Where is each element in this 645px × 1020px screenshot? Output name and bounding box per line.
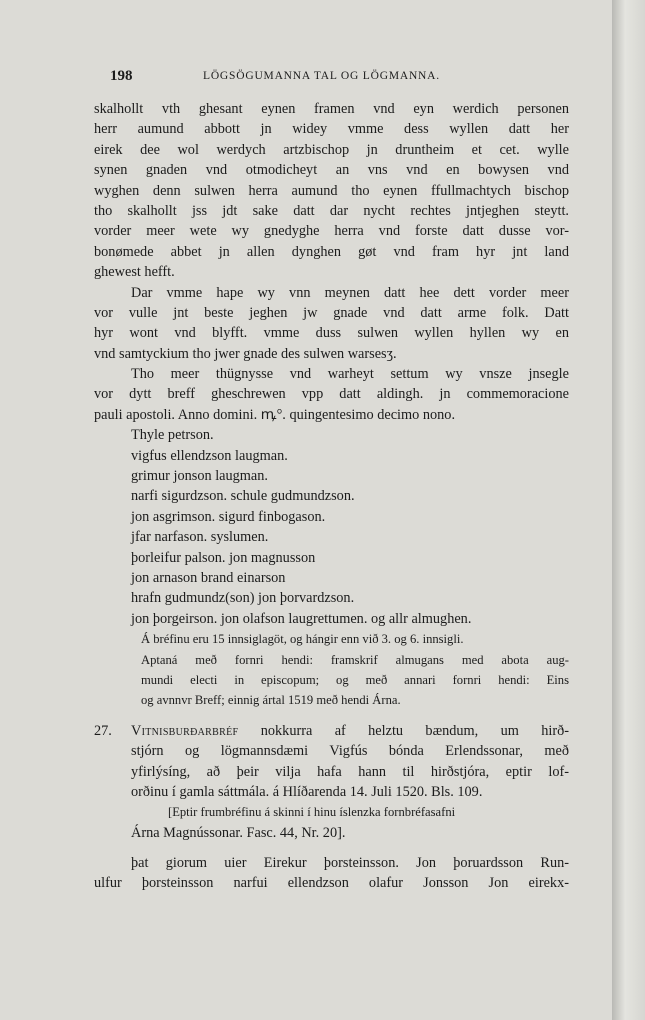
text-line: ghewest hefft. xyxy=(94,264,175,281)
signatory-line: vigfus ellendzson laugman. xyxy=(131,447,288,464)
signatory-line: jon þorgeirson. jon olafson laugrettumen. og allr almughen. xyxy=(131,610,472,627)
note-line: mundi electi in episcopum; og með annari fornri hendi: Eins xyxy=(141,672,569,687)
text-line: yfirlýsíng, að þeir vilja hafa hann til hirðstjóra, eptir lof- xyxy=(131,763,569,780)
text-line: Dar vmme hape wy vnn meynen datt hee dett vorder meer xyxy=(131,284,569,301)
note-line: og avnnvr Breff; einnig ártal 1519 með hendi Árna. xyxy=(141,693,401,708)
document-entry-27 xyxy=(94,721,569,843)
signatory-line: Thyle petrson. xyxy=(131,427,214,444)
closing-paragraph xyxy=(94,853,569,894)
signatory-line: hrafn gudmundz(son) jon þorvardzson. xyxy=(131,590,355,607)
signatory-line: jon asgrimson. sigurd finbogason. xyxy=(131,508,326,525)
editorial-note xyxy=(94,629,569,711)
text-line: herr aumund abbott jn widey vmme dess wyllen datt her xyxy=(94,121,569,138)
source-line: Árna Magnússonar. Fasc. 44, Nr. 20]. xyxy=(131,824,346,841)
text-line: pauli apostoli. Anno domini. ꝳ°. quingentesimo decimo nono. xyxy=(94,406,456,423)
signatory-line: narfi sigurdzson. schule gudmundzson. xyxy=(131,488,355,505)
page-number: 198 xyxy=(110,68,133,84)
signatory-line: jfar narfason. syslumen. xyxy=(131,529,269,546)
entry-number: 27. xyxy=(94,722,112,739)
signatory-line: jon arnason brand einarson xyxy=(131,569,286,586)
paragraph-2 xyxy=(94,283,569,365)
paragraph-3 xyxy=(94,364,569,425)
entry-heading-line xyxy=(131,721,569,741)
note-line: Á bréfinu eru 15 innsiglagöt, og hángir enn við 3. og 6. innsigli. xyxy=(141,632,464,647)
text-line: þat giorum uier Eirekur þorsteinsson. Jon þoruardsson Run- xyxy=(131,855,569,872)
entry-heading-text: nokkurra af helztu bændum, um hirð- xyxy=(260,722,569,739)
text-line: vnd samtyckium tho jwer gnade des sulwen warsesʒ. xyxy=(94,345,397,362)
text-line: bonømede abbet jn allen dynghen gøt vnd fram hyr jnt land xyxy=(94,243,569,260)
text-line: tho skalhollt jss jdt sake datt dar nycht rechtes jntjeghen steytt. xyxy=(94,202,569,219)
text-line: wyghen denn sulwen herra aumund tho eynen ffullmachtych bischop xyxy=(94,182,569,199)
entry-title: Vitnisburðarbréf xyxy=(131,722,239,739)
text-line: vor dytt breff gheschrewen vpp datt aldingh. jn commemoracione xyxy=(94,386,569,403)
note-line: Aptaná með fornri hendi: framskrif almugans med abota aug- xyxy=(141,652,569,667)
text-line: vor vulle jnt beste jeghen jw gnade vnd datt arme folk. Datt xyxy=(94,304,569,321)
signatory-line: grimur jonson laugman. xyxy=(131,468,268,485)
text-line: hyr wont vnd blyfft. vmme duss sulwen wyllen hyllen wy en xyxy=(94,325,569,342)
text-line: vorder meer wete wy gnedyghe herra vnd forste datt dusse vor- xyxy=(94,223,569,240)
text-line: skalhollt vth ghesant eynen framen vnd eyn werdich personen xyxy=(94,101,569,117)
signatories-list xyxy=(94,425,569,629)
text-line: ulfur þorsteinsson narfui ellendzson olafur Jonsson Jon eirekx- xyxy=(94,875,569,892)
signatory-line: þorleifur palson. jon magnusson xyxy=(131,549,316,566)
running-title: LÖGSÖGUMANNA TAL OG LÖGMANNA. xyxy=(203,70,440,82)
page-header xyxy=(0,68,612,88)
text-line: eirek dee wol werdych artzbischop jn druntheim et cet. wylle xyxy=(94,141,569,158)
text-line: stjórn og lögmannsdæmi Vigfús bónda Erlendssonar, með xyxy=(131,743,569,760)
text-line: Tho meer thügnysse vnd warheyt settum wy vnsze jnsegle xyxy=(131,366,569,383)
text-line: synen gnaden vnd otmodicheyt an vns vnd en bowysen vnd xyxy=(94,162,569,179)
source-line: [Eptir frumbréfinu á skinni í hinu íslenzka fornbréfasafni xyxy=(168,805,456,820)
page-body xyxy=(94,99,569,894)
page-edge xyxy=(612,0,645,1020)
text-line: orðinu í gamla sáttmála. á Hlíðarenda 14. Juli 1520. Bls. 109. xyxy=(131,783,483,800)
letter-paragraph xyxy=(94,99,569,283)
